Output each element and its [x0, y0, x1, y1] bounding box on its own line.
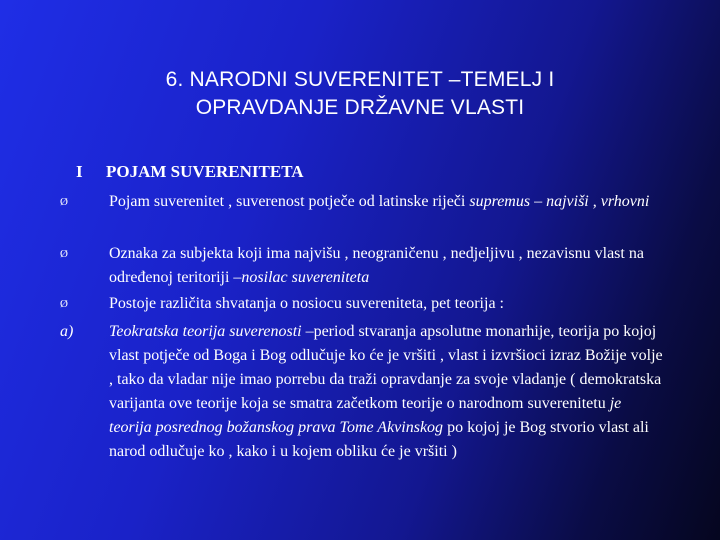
- item-2-italic: –nosilac suvereniteta: [233, 269, 370, 286]
- bullet-arrow-icon: Ø: [60, 298, 68, 310]
- section-heading: [76, 162, 304, 182]
- item-1-text: Pojam suverenitet , suverenost potječe od latinske riječi: [109, 193, 470, 210]
- bullet-arrow-icon: Ø: [60, 196, 68, 208]
- bullet-item-1: [60, 190, 665, 214]
- bullet-item-3: [60, 292, 665, 316]
- section-heading-text: POJAM SUVERENITETA: [106, 162, 304, 181]
- title-line-2: OPRAVDANJE DRŽAVNE VLASTI: [195, 96, 525, 119]
- item-4-text-2: po kojoj je Bog stvorio vlast ali narod odlučuje ko , kako i u kojem obliku će je vršiti ): [109, 419, 649, 460]
- slide-title: [60, 66, 660, 122]
- item-1-italic: supremus – najviši , vrhovni: [469, 193, 650, 210]
- section-number: I: [76, 162, 83, 181]
- title-line-1: 6. NARODNI SUVERENITET –TEMELJ I: [165, 68, 555, 91]
- item-4-text-1: –period stvaranja apsolutne monarhije, teorija po kojoj vlast potječe od Boga i Bog odlučuje ko će je vršiti , vlast i izvršioci izraz Božije volje , tako da vladar nije imao porrebu da traži opravdanje za svoje vladanje ( demokratska varijanta ove teorije koja se smatra začetkom teorije o narodnom suverenitetu: [109, 323, 663, 412]
- bullet-arrow-icon: Ø: [60, 248, 68, 260]
- list-item-a: [60, 320, 665, 464]
- bullet-item-2: [60, 242, 665, 290]
- item-marker-a: a): [60, 323, 74, 340]
- item-3-text: Postoje različita shvatanja o nosiocu suvereniteta, pet teorija :: [109, 295, 504, 312]
- item-2-text: Oznaka za subjekta koji ima najvišu , neograničenu , nedjeljivu , nezavisnu vlast na određenoj teritoriji: [109, 245, 644, 286]
- item-4-italic-2: je teorija posrednog božanskog prava Tome Akvinskog: [109, 395, 622, 436]
- item-4-italic-1: Teokratska teorija suverenosti: [109, 323, 306, 340]
